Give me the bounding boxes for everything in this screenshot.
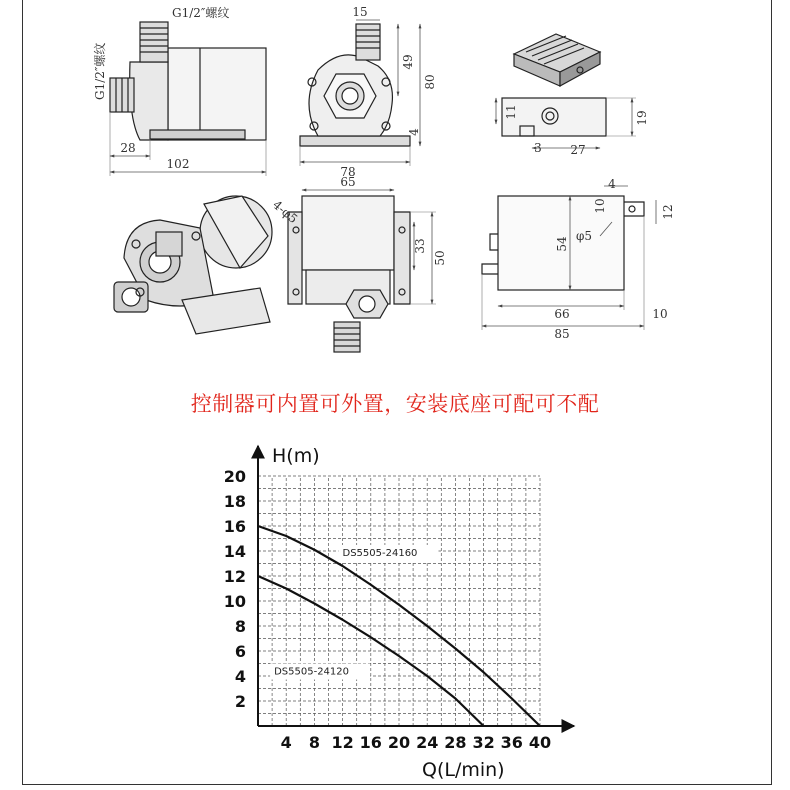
chart-grid [258,476,540,726]
x-tick-label: 20 [387,733,411,752]
technical-drawings [0,0,790,360]
dim-controller-height: 11 [504,104,518,120]
dim-base-hole: φ5 [575,229,593,243]
dim-side-inlet: 28 [120,141,136,155]
y-tick-label: 6 [234,642,246,661]
y-tick-label: 16 [223,517,246,536]
y-tick-label: 4 [234,667,246,686]
x-tick-label: 32 [472,733,495,752]
thread-label-side: G1/2″螺纹 [93,42,107,100]
dim-base-total-width: 85 [554,327,570,341]
dim-top-width: 65 [340,175,356,189]
dim-base-tab-gap: 10 [652,307,668,321]
dim-base-height: 54 [555,236,569,252]
x-tick-label: 40 [528,733,552,752]
dim-controller-hole-offset: 3 [534,141,542,155]
x-tick-label: 16 [359,733,382,752]
top-view-drawing [288,190,436,352]
performance-chart [0,440,790,780]
dim-base-tab-width: 4 [608,177,616,191]
front-view-drawing [300,20,420,166]
dim-top-holes: 4-φ5 [270,197,301,227]
x-tick-label: 28 [444,733,467,752]
caption-text: 控制器可内置可外置，安装底座可配可不配 [190,392,600,416]
dim-front-width: 78 [340,165,356,179]
dim-controller-hole-spacing: 27 [570,143,586,157]
series-label: DS5505-24120 [274,666,350,678]
dim-front-base: 4 [407,128,421,136]
dim-front-outlet-height: 49 [401,54,415,70]
x-axis-title: Q(L/min) [422,759,505,780]
x-tick-label: 24 [416,733,439,752]
dim-front-total-height: 80 [423,74,437,90]
x-tick-label: 12 [331,733,354,752]
y-tick-label: 12 [223,567,246,586]
controller-drawing [496,34,636,148]
y-tick-label: 18 [223,492,246,511]
chart-tick-labels [224,467,551,752]
x-tick-label: 8 [308,733,320,752]
pump-3d-drawing [114,196,272,334]
thread-label-top: G1/2″螺纹 [172,6,230,20]
dim-side-width: 102 [166,157,190,171]
dim-base-inner-width: 66 [554,307,570,321]
y-tick-label: 10 [223,592,246,611]
dim-top-slot: 33 [413,238,427,254]
y-axis-title: H(m) [272,445,320,467]
y-tick-label: 14 [223,542,246,561]
dim-front-outlet-width: 15 [352,5,368,19]
x-tick-label: 4 [280,733,292,752]
dim-top-height: 50 [433,250,447,266]
y-tick-label: 2 [234,692,246,711]
x-tick-label: 36 [500,733,523,752]
dim-controller-total-height: 19 [635,110,649,126]
chart-axes [258,446,574,726]
dim-base-tab-total: 12 [661,204,675,220]
y-tick-label: 20 [223,467,246,486]
y-tick-label: 8 [234,617,246,636]
dim-base-tab-height: 10 [593,198,607,214]
series-label: DS5505-24160 [342,548,418,559]
